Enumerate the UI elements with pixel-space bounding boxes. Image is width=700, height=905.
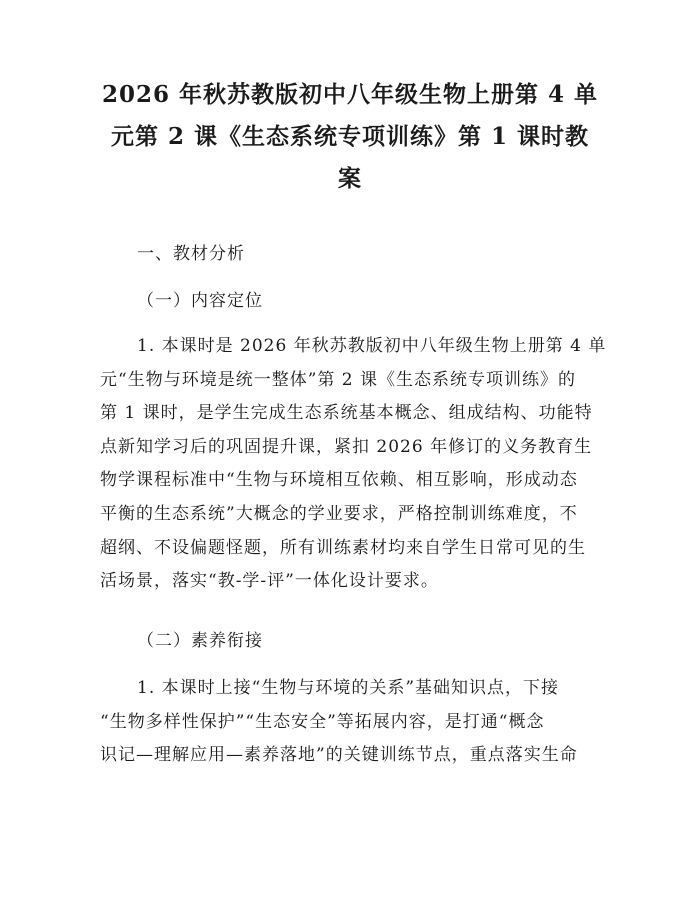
paragraph-line: 点新知学习后的巩固提升课，紧扣 2026 年修订的义务教育生 [100,436,593,457]
paragraph-literacy-connection [100,672,600,773]
subsection-heading-literacy-connection: （二）素养衔接 [137,631,263,651]
paragraph-line: 识记—理解应用—素养落地”的关键训练节点，重点落实生命 [100,745,578,766]
document-title [90,74,610,200]
title-line-1: 2026 年秋苏教版初中八年级生物上册第 4 单 [101,81,599,108]
paragraph-line: 超纲、不设偏题怪题，所有训练素材均来自学生日常可见的生 [100,537,586,558]
subsection-heading-content-positioning: （一）内容定位 [137,291,263,311]
paragraph-line: 活场景，落实“教-学-评”一体化设计要求。 [100,571,439,592]
paragraph-content-positioning [100,330,607,599]
paragraph-line: 1. 本课时上接“生物与环境的关系”基础知识点，下接 [137,678,560,698]
paragraph-line: “生物多样性保护”“生态安全”等拓展内容，是打通“概念 [100,711,545,732]
paragraph-line: 物学课程标准中“生物与环境相互依赖、相互影响，形成动态 [100,470,578,491]
paragraph-line: 元“生物与环境是统一整体”第 2 课《生态系统专项训练》的 [100,369,577,390]
section-heading-textbook-analysis: 一、教材分析 [137,244,245,264]
title-line-3: 案 [338,165,362,192]
paragraph-line: 平衡的生态系统”大概念的学业要求，严格控制训练难度，不 [100,503,578,524]
paragraph-line: 1. 本课时是 2026 年秋苏教版初中八年级生物上册第 4 单 [137,336,607,356]
paragraph-line: 第 1 课时，是学生完成生态系统基本概念、组成结构、功能特 [100,403,593,424]
title-line-2: 元第 2 课《生态系统专项训练》第 1 课时教 [110,123,590,150]
